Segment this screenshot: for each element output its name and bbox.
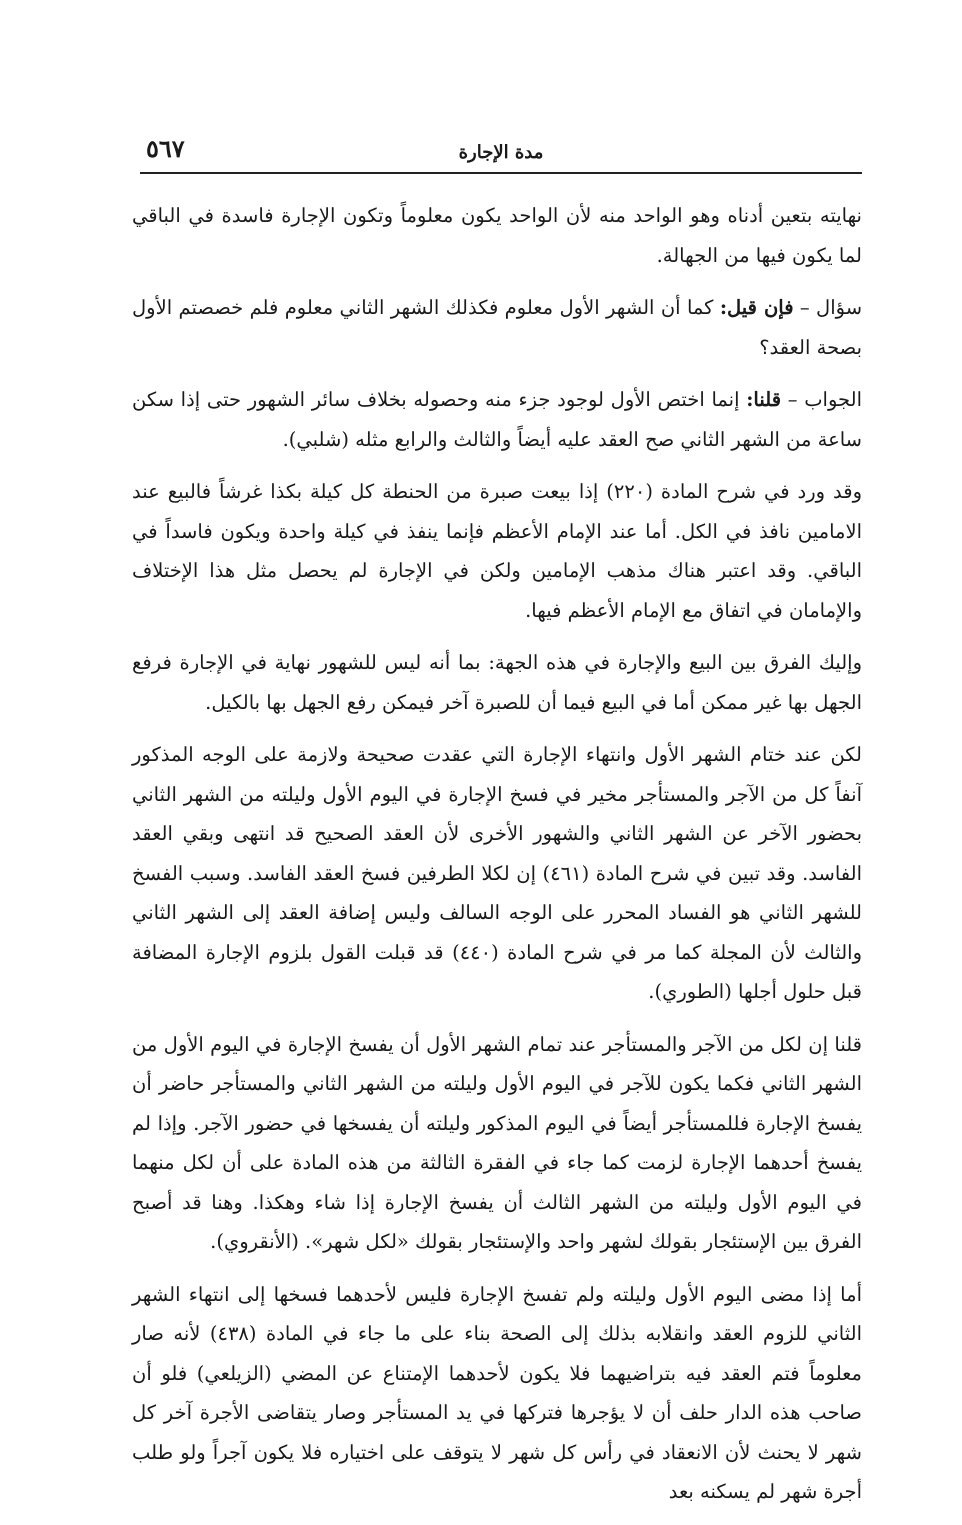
paragraph-text: أما إذا مضى اليوم الأول وليلته ولم تفسخ الإجارة فليس لأحدهما فسخها إلى انتهاء الشهر الثاني للزوم العقد وانقلابه بذلك إلى الصحة بناء على ما جاء في المادة (٤٣٨) لأنه صار معلوماً فتم العقد فيه بتراضيهما فلا يكون لأحدهما الإمتناع عن المضي (الزيلعي) فلو أن صاحب هذه الدار حلف أن لا يؤجرها فتركها في يد المستأجر وصار يتقاضى الأجرة آخر كل شهر لا يحنث لأن الانعقاد في رأس كل شهر لا يتوقف على اختياره فلا يكون آجراً ولو طلب أجرة شهر لم يسكنه بعد	[132, 1282, 862, 1503]
paragraph-answer	[132, 380, 862, 459]
paragraph-text: إنما اختص الأول لوجود جزء منه وحصوله بخلاف سائر الشهور حتى إذا سكن ساعة من الشهر الثاني صح العقد عليه أيضاً والثالث والرابع مثله (شلبي).	[132, 388, 862, 451]
page-header	[140, 132, 862, 174]
paragraph-text: لكن عند ختام الشهر الأول وانتهاء الإجارة التي عقدت صحيحة ولازمة على الوجه المذكور آنفاً كل من الآجر والمستأجر مخير في فسخ الإجارة في اليوم الأول وليلته من الشهر الثاني بحضور الآخر عن الشهر الثاني والشهور الأخرى لأن العقد الصحيح قد انتهى وبقي العقد الفاسد. وقد تبين في شرح المادة (٤٦١) إن لكلا الطرفين فسخ العقد الفاسد. وسبب الفسخ للشهر الثاني هو الفساد المحرر على الوجه السالف وليس إضافة العقد إلى الشهر الثاني والثالث لأن المجلة كما مر في شرح المادة (٤٤٠) قد قبلت القول بلزوم الإجارة المضافة قبل حلول أجلها (الطوري).	[132, 743, 863, 1003]
paragraph	[132, 735, 862, 1012]
page-title: مدة الإجارة	[458, 142, 544, 163]
answer-lead: قلنا:	[746, 388, 782, 411]
paragraph	[132, 196, 862, 275]
paragraph-text: كما أن الشهر الأول معلوم فكذلك الشهر الثاني معلوم فلم خصصتم الأول بصحة العقد؟	[132, 296, 862, 359]
paragraph	[132, 472, 862, 630]
paragraph-text: قلنا إن لكل من الآجر والمستأجر عند تمام الشهر الأول أن يفسخ الإجارة في اليوم الأول من الشهر الثاني فكما يكون للآجر في اليوم الأول وليلته من الشهر الثاني والمستأجر حاضر أن يفسخ الإجارة فللمستأجر أيضاً في اليوم المذكور وليلته أن يفسخها في حضور الآجر. وإذا لم يفسخ أحدهما الإجارة لزمت كما جاء في الفقرة الثالثة من هذه المادة على أن لكل منهما في اليوم الأول وليلته من الشهر الثالث أن يفسخ الإجارة إذا شاء وهكذا. وهنا قد أصبح الفرق بين الإستئجار بقولك لشهر واحد والإستئجار بقولك «لكل شهر». (الأنقروي).	[132, 1032, 862, 1253]
paragraph	[132, 1275, 862, 1512]
paragraph-question	[132, 288, 862, 367]
answer-label: الجواب –	[787, 388, 862, 411]
paragraph-text: نهايته بتعين أدناه وهو الواحد منه لأن الواحد يكون معلوماً وتكون الإجارة فاسدة في الباقي لما يكون فيها من الجهالة.	[132, 204, 862, 267]
paragraph	[132, 643, 862, 722]
page-number: ٥٦٧	[146, 134, 185, 163]
paragraph-text: وإليك الفرق بين البيع والإجارة في هذه الجهة: بما أنه ليس للشهور نهاية في الإجارة فرفع الجهل بها غير ممكن أما في البيع فيما أن للصبرة آخر فيمكن رفع الجهل بها بالكيل.	[132, 651, 862, 714]
question-lead: فإن قيل:	[719, 296, 794, 319]
paragraph	[132, 1025, 862, 1262]
question-label: سؤال –	[799, 296, 863, 319]
document-body	[132, 196, 862, 1525]
paragraph-text: وقد ورد في شرح المادة (٢٢٠) إذا بيعت صبرة من الحنطة كل كيلة بكذا غرشاً فالبيع عند الامامين نافذ في الكل. أما عند الإمام الأعظم فإنما ينفذ في كيلة واحدة ويكون فاسداً في الباقي. وقد اعتبر هناك مذهب الإمامين ولكن في الإجارة لم يحصل مثل هذا الإختلاف والإمامان في اتفاق مع الإمام الأعظم فيها.	[132, 480, 862, 622]
